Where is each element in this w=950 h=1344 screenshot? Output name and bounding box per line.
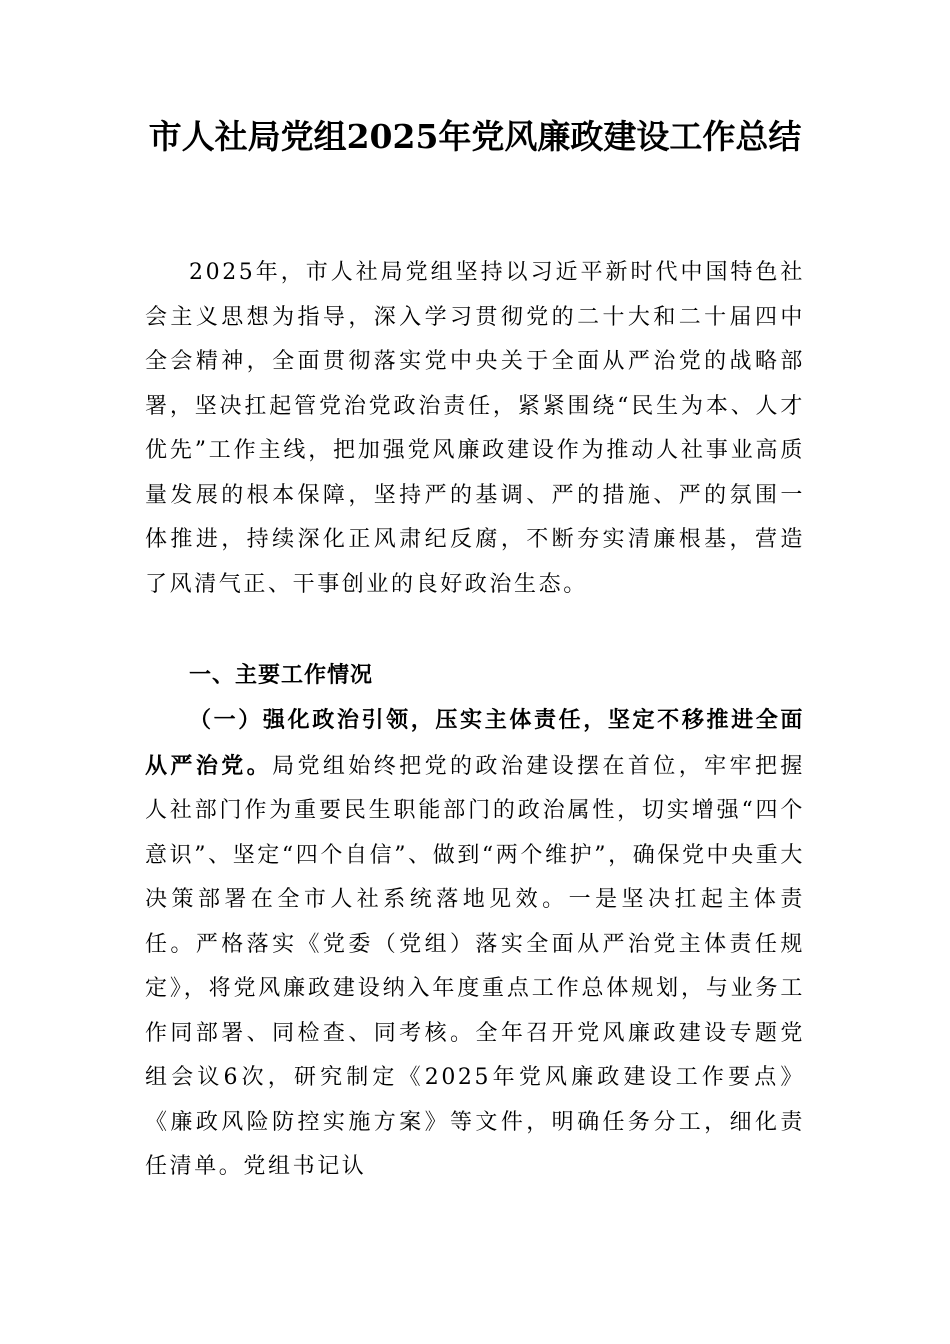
intro-paragraph: 2025年，市人社局党组坚持以习近平新时代中国特色社会主义思想为指导，深入学习贯彻党的二十大和二十届四中全会精神，全面贯彻落实党中央关于全面从严治党的战略部署，坚决扛起管党治党政治责任，紧紧围绕“民生为本、人才优先”工作主线，把加强党风廉政建设作为推动人社事业高质量发展的根本保障，坚持严的基调、严的措施、严的氛围一体推进，持续深化正风肃纪反腐，不断夯实清廉根基，营造了风清气正、干事创业的良好政治生态。 [145,260,805,597]
section-1-lead: （一）强化政治引领，压实主体责任，坚定不移推进全面从严治党。 [145,707,805,779]
section-1-paragraph [145,698,805,1190]
section-1-body: 局党组始终把党的政治建设摆在首位，牢牢把握人社部门作为重要民生职能部门的政治属性，切实增强“四个意识”、坚定“四个自信”、做到“两个维护”，确保党中央重大决策部署在全市人社系统落地见效。一是坚决扛起主体责任。严格落实《党委（党组）落实全面从严治党主体责任规定》，将党风廉政建设纳入年度重点工作总体规划，与业务工作同部署、同检查、同考核。全年召开党风廉政建设专题党组会议6次，研究制定《2025年党风廉政建设工作要点》《廉政风险防控实施方案》等文件，明确任务分工，细化责任清单。党组书记认 [145,753,805,1179]
section-heading-main-work: 一、主要工作情况 [189,663,374,688]
document-title: 市人社局党组2025年党风廉政建设工作总结 [148,117,802,156]
